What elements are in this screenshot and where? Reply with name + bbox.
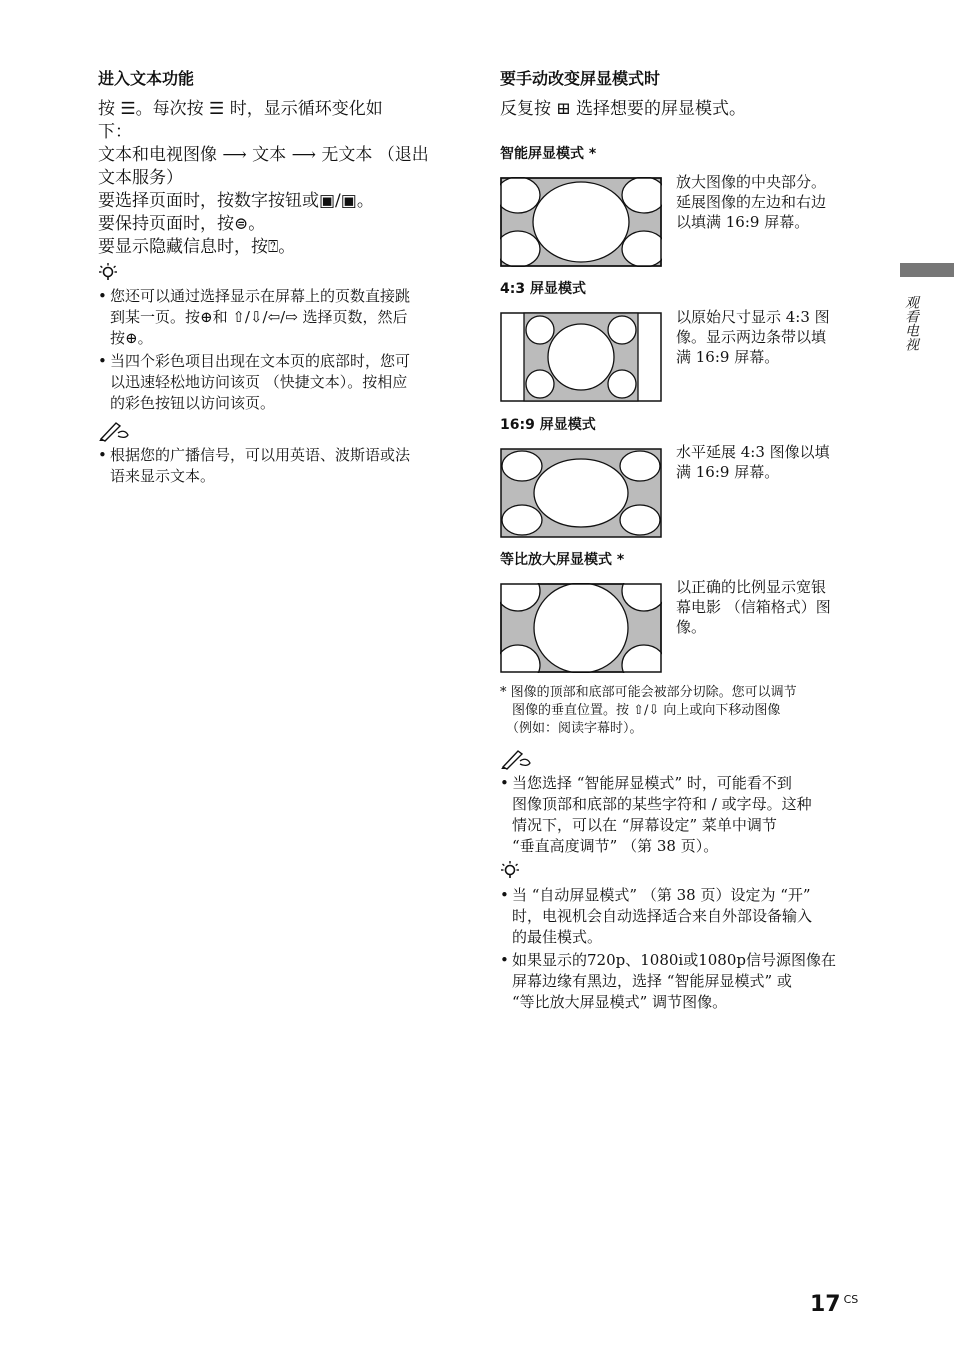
tip-bulb-icon [98,262,118,282]
mode-title-16-9: 16:9 屏显模式 [500,417,596,433]
mode-desc-zoom: 以正确的比例显示宽银 幕电影 （信箱格式）图 像。 [676,578,831,636]
notes-list-right [500,773,865,859]
mode-title-zoom: 等比放大屏显模式 * [500,552,625,568]
instruction-line: 要选择页面时，按数字按钮或▣/▣。 [98,191,374,211]
list-item: • 根据您的广播信号，可以用英语、波斯语或法 语来显示文本。 [98,445,463,487]
mode-desc-smart: 放大图像的中央部分。 延展图像的左边和右边 以填满 16:9 屏幕。 [676,173,827,231]
zoom-mode-diagram [500,583,662,673]
instruction-line: 文本和电视图像 ⟶ 文本 ⟶ 无文本 （退出 [98,145,429,165]
tip-bulb-icon [500,860,520,880]
list-item: • 如果显示的720p、1080i或1080p信号源图像在 屏幕边缘有黑边，选择 “智能屏显模式” 或 “等比放大屏显模式” 调节图像。 [500,950,865,1013]
smart-mode-diagram [500,177,662,267]
mode-title-4-3: 4:3 屏显模式 [500,281,586,297]
list-item: • 当 “自动屏显模式” （第 38 页）设定为 “开” 时，电视机会自动选择适合来自外部设备输入 的最佳模式。 [500,885,865,948]
instruction-line: 要保持页面时，按⊜。 [98,214,266,234]
mode-desc-16-9: 水平延展 4:3 图像以填 满 16:9 屏幕。 [676,443,830,481]
wide-mode-intro: 反复按 ⊞ 选择想要的屏显模式。 [500,99,747,119]
mode-16-9-diagram [500,448,662,538]
page-language-suffix: CS [843,1293,859,1306]
instruction-line: 下： [98,122,132,142]
notes-list-left [98,445,463,489]
tips-list-right [500,885,865,1015]
footnote: * 图像的顶部和底部可能会被部分切除。您可以调节 图像的垂直位置。按 ⇧/⇩ 向上或向下移动图像 （例如：阅读字幕时）。 [500,685,797,736]
teletext-instructions [98,98,468,259]
instruction-line: 要显示隐藏信息时，按⍰。 [98,237,296,257]
instruction-line: 文本服务） [98,168,183,188]
section-heading-teletext: 进入文本功能 [98,69,195,88]
list-item: • 您还可以通过选择显示在屏幕上的页数直接跳 到某一页。按⊕和 ⇧/⇩/⇦/⇨ 选择页数，然后 按⊕。 [98,286,463,349]
list-item: • 当您选择 “智能屏显模式” 时，可能看不到 图像顶部和底部的某些字符和 / 或字母。这种 情况下，可以在 “屏幕设定” 菜单中调节 “垂直高度调节” （第 38 页）。 [500,773,865,857]
page-number-value: 17 [810,1292,841,1317]
chapter-tab-marker [900,263,954,277]
note-pencil-icon [98,420,130,442]
chapter-side-label: 观看电视 [903,295,919,351]
mode-4-3-diagram [500,312,662,402]
instruction-line: 按 ☰。每次按 ☰ 时，显示循环变化如 [98,99,383,119]
tips-list-left [98,286,463,416]
section-heading-wide-mode: 要手动改变屏显模式时 [500,69,661,88]
page-number [810,1292,858,1317]
note-pencil-icon [500,748,532,770]
list-item: • 当四个彩色项目出现在文本页的底部时，您可 以迅速轻松地访问该页 （快捷文本）。按相应 的彩色按钮以访问该页。 [98,351,463,414]
mode-title-smart: 智能屏显模式 * [500,146,597,162]
mode-desc-4-3: 以原始尺寸显示 4:3 图 像。显示两边条带以填 满 16:9 屏幕。 [676,308,830,366]
